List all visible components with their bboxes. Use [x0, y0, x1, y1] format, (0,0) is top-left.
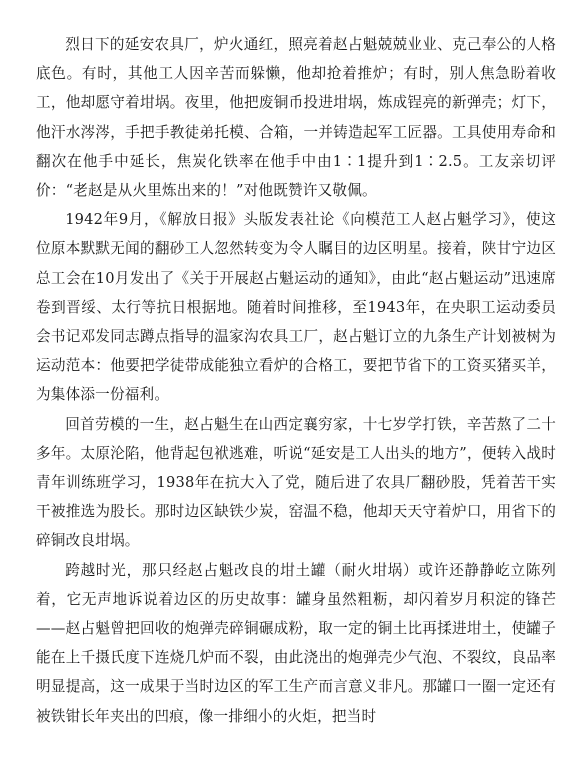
paragraph-4: 跨越时光，那只经赵占魁改良的坩土罐（耐火坩埚）或许还静静屹立陈列着，它无声地诉说着边区的历史故事：罐身虽然粗粝，却闪着岁月积淀的锋芒——赵占魁曾把回收的炮弹壳碎铜碾成粉，取一定的铜土比再揉进坩土，使罐子能在上千摄氏度下连烧几炉而不裂，由此浇出的炮弹壳少气泡、不裂纹，良品率明显提高，这一成果于当时边区的军工生产而言意义非凡。那罐口一圈一定还有被铁钳长年夹出的凹痕，像一排细小的火炬，把当时 [36, 561, 556, 725]
paragraph-1: 烈日下的延安农具厂，炉火通红，照亮着赵占魁兢兢业业、克己奉公的人格底色。有时，其他工人因辛苦而躲懒，他却抢着推炉；有时，别人焦急盼着收工，他却愿守着坩埚。夜里，他把废铜币投进坩埚，炼成锃亮的新弹壳；灯下，他汗水涔涔，手把手教徒弟托模、合箱，一并铸造起军工匠器。工具使用寿命和翻次在他手中延长，焦炭化铁率在他手中由1∶1提升到1∶2.5。工友亲切评价：“老赵是从火里炼出来的！”对他既赞许又敬佩。 [36, 36, 556, 200]
article-body [36, 30, 556, 731]
paragraph-2: 1942年9月，《解放日报》头版发表社论《向模范工人赵占魁学习》，使这位原本默默无闻的翻砂工人忽然转变为令人瞩目的边区明星。接着，陕甘宁边区总工会在10月发出了《关于开展赵占魁运动的通知》，由此“赵占魁运动”迅速席卷到晋绥、太行等抗日根据地。随着时间推移，至1943年，在央职工运动委员会书记邓发同志蹲点指导的温家沟农具工厂，赵占魁订立的九条生产计划被树为运动范本：他要把学徒带成能独立看炉的合格工，要把节省下的工资买猪买羊，为集体添一份福利。 [36, 211, 556, 404]
paragraph-3: 回首劳模的一生，赵占魁生在山西定襄穷家，十七岁学打铁，辛苦熬了二十多年。太原沦陷，他背起包袱逃难，听说“延安是工人出头的地方”，便转入战时青年训练班学习，1938年在抗大入了党，随后进了农具厂翻砂股，凭着苦干实干被推选为股长。那时边区缺铁少炭，窑温不稳，他却天天守着炉口，用省下的碎铜改良坩埚。 [36, 415, 556, 550]
